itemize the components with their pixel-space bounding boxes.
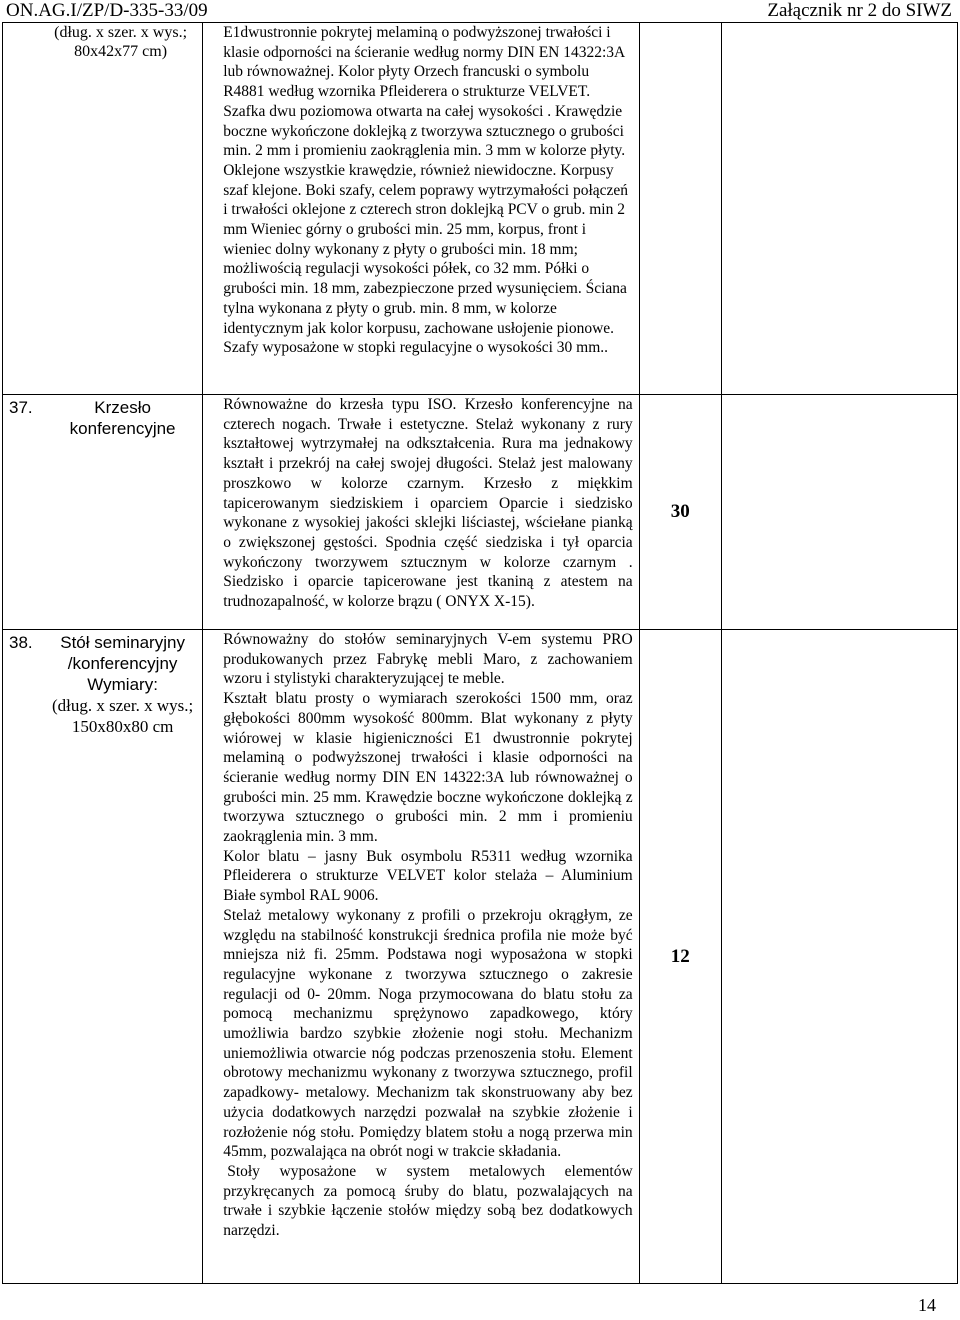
item-description: E1dwustronnie pokrytej melaminą o podwyższonej trwałości i klasie odporności na ścieranie według normy DIN EN 14322:3A lub równoważnej. Kolor płyty Orzech francuski o symbolu R4881 według wzornika Pfleiderera o strukturze VELVET. Szafka dwu poziomowa otwarta na całej wysokości . Krawędzie boczne wykończone doklejką z tworzywa sztucznego o grubości min. 2 mm i promieniu zaokrąglenia min. 3 mm w kolorze płyty. Oklejone wszystkie krawędzie, również niewidoczne. Korpusy szaf klejone. Boki szafy, celem poprawy wytrzymałości połączeń i trwałości oklejone z czterech stron doklejką PCV o grub. min 2 mm Wieniec górny o grubości min. 25 mm, korpus, front i wieniec dolny wykonany z płyty o grubości min. 18 mm; możliwością regulacji wysokości półek, co 32 mm. Półki o grubości min. 18 mm, zabezpieczone przed wysunięciem. Ściana tylna wykonana z płyty o grub. min. 8 mm, w kolorze identycznym jak kolor korpusu, zachowane usłojenie pionowe. Szafy wyposażone w stopki regulacyjne o wysokości 30 mm.. — [223, 24, 629, 357]
item-number: 38. — [9, 633, 33, 652]
item-dimensions: (dług. x szer. x wys.; 150x80x80 cm — [52, 696, 194, 736]
item-dimensions: (dług. x szer. x wys.; 80x42x77 cm) — [54, 24, 188, 60]
item-cell — [3, 395, 203, 630]
table-row-item-38 — [3, 630, 958, 1284]
extra-cell — [721, 395, 957, 630]
page-header — [0, 0, 960, 24]
quantity-cell — [639, 630, 721, 1284]
quantity-cell — [639, 395, 721, 630]
description-cell — [203, 630, 639, 1284]
item-cell — [3, 630, 203, 1284]
document-reference: ON.AG.I/ZP/D-335-33/09 — [6, 0, 208, 21]
description-cell — [203, 395, 639, 630]
item-name: Krzesło konferencyjne — [69, 398, 176, 438]
table-row-continued — [3, 23, 958, 395]
item-quantity: 30 — [670, 501, 690, 522]
description-paragraph: Kolor blatu – jasny Buk osymbolu R5311 według wzornika Pfleiderera o strukturze VELVET kolor stelaża – Aluminium Białe symbol RAL 9006. — [223, 847, 633, 905]
item-description: Równoważne do krzesła typu ISO. Krzesło konferencyjne na czterech nogach. Trwałe i estetyczne. Stelaż wykonany z rury kształtowej wytrzymałej na odkształcenia. Rura ma jednakowy kształt i przekrój na całej swojej długości. Stelaż jest malowany proszkowo w kolorze czarnym. Krzesło z miękkim tapicerowanym siedziskiem i oparciem Oparcie i siedzisko wykonane z wysokiej jakości sklejki liściastej, wściełane pianką o zwiększonej gęstości. Spodnia część siedziska i tył oparcia wykończony tworzywem sztucznym w kolorze czarnym . Siedzisko i oparcie tapicerowane jest tkaniną z atestem na trudnozapalność, w kolorze brązu ( ONYX X-15). — [223, 396, 633, 611]
description-paragraph: Kształt blatu prosty o wymiarach szerokości 1500 mm, oraz głębokości 800mm wysokość 800mm. Blat wykonany z płyty wiórowej w klasie higieniczności E1 dwustronnie pokrytej melaminą o podwyższonej trwałości i klasie odporności na ścieranie według normy DIN EN 14322:3A lub równoważnej o grubości min. 25 mm. Krawędzie boczne wykończone doklejką z tworzywa sztucznego o grubości min. 2 mm i promieniu zaokrąglenia min. 3 mm. — [223, 690, 633, 846]
specification-table — [2, 22, 958, 1284]
item-quantity: 12 — [670, 945, 690, 967]
description-paragraph: Równoważny do stołów seminaryjnych V-em systemu PRO produkowanych przez Fabrykę mebli Maro, z zachowaniem wzoru i stylistyki charakteryzującej te meble. — [223, 631, 633, 688]
attachment-label: Załącznik nr 2 do SIWZ — [767, 0, 952, 21]
description-cell — [203, 23, 639, 395]
page-number: 14 — [918, 1295, 936, 1315]
quantity-cell — [639, 23, 721, 395]
item-cell — [3, 23, 203, 395]
item-description — [203, 630, 638, 1241]
item-name: Stół seminaryjny /konferencyjny Wymiary: — [60, 633, 185, 694]
item-name-block — [47, 632, 198, 737]
description-paragraph: Stoły wyposażone w system metalowych elementów przykręcanych za pomocą śruby do blatu, pozwalających na trwałe i szybkie łączenie stołów między sobą bez dodatkowych narzędzi. — [223, 1162, 633, 1240]
extra-cell — [721, 630, 957, 1284]
extra-cell — [721, 23, 957, 395]
item-number: 37. — [9, 398, 33, 417]
description-paragraph: Stelaż metalowy wykonany z profili o przekroju okrągłym, ze względu na stabilność konstrukcji średnica profila nie może być mniejsza niż fi. 25mm. Podstawa nogi wyposażona w stopki regulacyjne wykonane z tworzywa sztucznego o zakresie regulacji od 0- 20mm. Noga przymocowana do blatu stołu za pomocą mechanizmu sprężynowo zapadkowego, który umożliwia bardzo szybkie złożenie nogi stołu. Mechanizm uniemożliwia otwarcie nóg podczas przenoszenia stołu. Element obrotowy mechanizmu wykonany z tworzywa sztucznego, profil zapadkowy- metalowy. Mechanizm tak skonstruowany aby bez użycia dodatkowych narzędzi pozwalał na szybkie złożenie i rozłożenie nóg stołu. Pomiędzy blatem stołu a nogą przerwa min 45mm, pozwalająca na obrót nogi w trakcie składania. — [223, 906, 633, 1161]
table-row-item-37 — [3, 395, 958, 630]
